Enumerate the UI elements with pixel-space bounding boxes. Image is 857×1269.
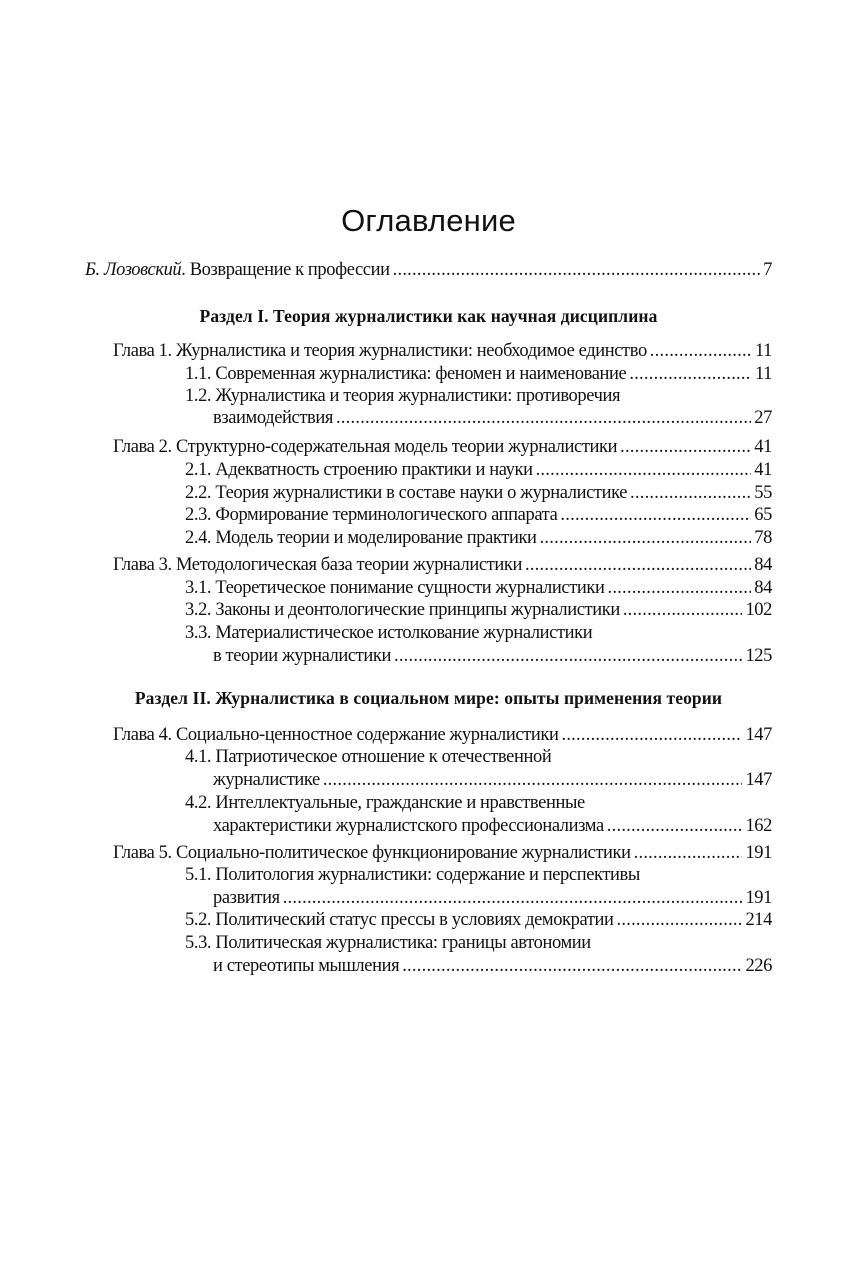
page-number: 41 — [754, 460, 772, 480]
toc-subsection-2-3[interactable] — [185, 504, 772, 526]
dot-leader — [402, 955, 742, 977]
entry-title: развития — [213, 888, 280, 908]
toc-chapter-5[interactable] — [113, 842, 772, 864]
toc-chapter-1[interactable] — [113, 340, 772, 362]
entry-title: 2.4. Модель теории и моделирование практики — [185, 528, 537, 548]
toc-subsection-3-3[interactable] — [213, 645, 772, 667]
toc-chapter-4[interactable] — [113, 724, 772, 746]
page-number: 65 — [754, 505, 772, 525]
toc-subsection-5-1-line1[interactable]: 5.1. Политология журналистики: содержание и перспективы — [185, 865, 640, 885]
entry-title: характеристики журналистского профессионализма — [213, 816, 604, 836]
entry-title: 2.1. Адекватность строению практики и науки — [185, 460, 533, 480]
page-title: Оглавление — [341, 203, 516, 238]
dot-leader — [336, 407, 751, 429]
toc-subsection-1-2-line1[interactable]: 1.2. Журналистика и теория журналистики: противоречия — [185, 386, 621, 406]
toc-subsection-5-3-line1[interactable]: 5.3. Политическая журналистика: границы автономии — [185, 933, 591, 953]
dot-leader — [620, 436, 751, 458]
toc-subsection-4-2-line1[interactable]: 4.2. Интеллектуальные, гражданские и нравственные — [185, 793, 585, 813]
dot-leader — [607, 815, 743, 837]
toc-chapter-2[interactable] — [113, 436, 772, 458]
page-number: 191 — [745, 888, 772, 908]
dot-leader — [630, 482, 751, 504]
page-number: 102 — [745, 600, 772, 620]
page-number: 147 — [745, 725, 772, 745]
page-number: 41 — [754, 437, 772, 457]
toc-subsection-4-1-line1[interactable]: 4.1. Патриотическое отношение к отечественной — [185, 747, 552, 767]
page-number: 226 — [745, 956, 772, 976]
page-number: 78 — [754, 528, 772, 548]
dot-leader — [560, 504, 751, 526]
page-number: 27 — [754, 408, 772, 428]
section-heading-2: Раздел II. Журналистика в социальном мире: опыты применения теории — [134, 688, 723, 708]
entry-title: 1.1. Современная журналистика: феномен и наименование — [185, 364, 627, 384]
toc-subsection-1-2[interactable] — [213, 407, 772, 429]
toc-chapter-3[interactable] — [113, 554, 772, 576]
dot-leader — [607, 577, 751, 599]
entry-title: 3.2. Законы и деонтологические принципы журналистики — [185, 600, 620, 620]
entry-title: 3.1. Теоретическое понимание сущности журналистики — [185, 578, 605, 598]
dot-leader — [323, 769, 743, 791]
page-number: 55 — [754, 483, 772, 503]
page-number: 84 — [754, 578, 772, 598]
entry-title: Глава 1. Журналистика и теория журналистики: необходимое единство — [113, 341, 647, 361]
entry-title: Глава 5. Социально-политическое функционирование журналистики — [113, 843, 631, 863]
entry-title: 5.2. Политический статус прессы в условиях демократии — [185, 910, 614, 930]
page-number: 11 — [754, 341, 772, 361]
dot-leader — [634, 842, 743, 864]
dot-leader — [283, 887, 743, 909]
entry-title: в теории журналистики — [213, 646, 391, 666]
dot-leader — [650, 340, 752, 362]
page-number: 162 — [745, 816, 772, 836]
page-number: 147 — [745, 770, 772, 790]
dot-leader — [561, 724, 742, 746]
toc-subsection-4-2[interactable] — [213, 815, 772, 837]
entry-title: журналистике — [213, 770, 320, 790]
dot-leader — [394, 645, 742, 667]
page-number: 11 — [754, 364, 772, 384]
toc-subsection-2-4[interactable] — [185, 527, 772, 549]
toc-subsection-5-3[interactable] — [213, 955, 772, 977]
toc-subsection-3-1[interactable] — [185, 577, 772, 599]
toc-subsection-1-1[interactable] — [185, 363, 772, 385]
toc-subsection-3-2[interactable] — [185, 599, 772, 621]
dot-leader — [536, 459, 752, 481]
dot-leader — [623, 599, 743, 621]
entry-title: Глава 3. Методологическая база теории журналистики — [113, 555, 522, 575]
toc-subsection-5-1[interactable] — [213, 887, 772, 909]
entry-title: 2.2. Теория журналистики в составе науки о журналистике — [185, 483, 628, 503]
entry-title: и стереотипы мышления — [213, 956, 400, 976]
toc-subsection-3-3-line1[interactable]: 3.3. Материалистическое истолкование журналистики — [185, 623, 593, 643]
toc-subsection-4-1[interactable] — [213, 769, 772, 791]
page-number: 191 — [745, 843, 772, 863]
toc-subsection-2-1[interactable] — [185, 459, 772, 481]
dot-leader — [525, 554, 751, 576]
page-number: 214 — [745, 910, 772, 930]
entry-title: Глава 4. Социально-ценностное содержание журналистики — [113, 725, 559, 745]
intro-author: Б. Лозовский — [85, 260, 182, 280]
dot-leader — [393, 259, 761, 281]
toc-subsection-2-2[interactable] — [185, 482, 772, 504]
entry-title: взаимодействия — [213, 408, 333, 428]
dot-leader — [629, 363, 752, 385]
section-heading-1: Раздел I. Теория журналистики как научная дисциплина — [199, 306, 658, 326]
page-number: 84 — [754, 555, 772, 575]
page-number: 7 — [763, 260, 772, 280]
dot-leader — [540, 527, 752, 549]
intro-title: . Возвращение к профессии — [181, 260, 390, 280]
page-number: 125 — [745, 646, 772, 666]
dot-leader — [617, 909, 743, 931]
entry-title: Глава 2. Структурно-содержательная модель теории журналистики — [113, 437, 618, 457]
entry-title: 2.3. Формирование терминологического аппарата — [185, 505, 558, 525]
toc-entry-intro[interactable] — [85, 259, 772, 281]
toc-subsection-5-2[interactable] — [185, 909, 772, 931]
